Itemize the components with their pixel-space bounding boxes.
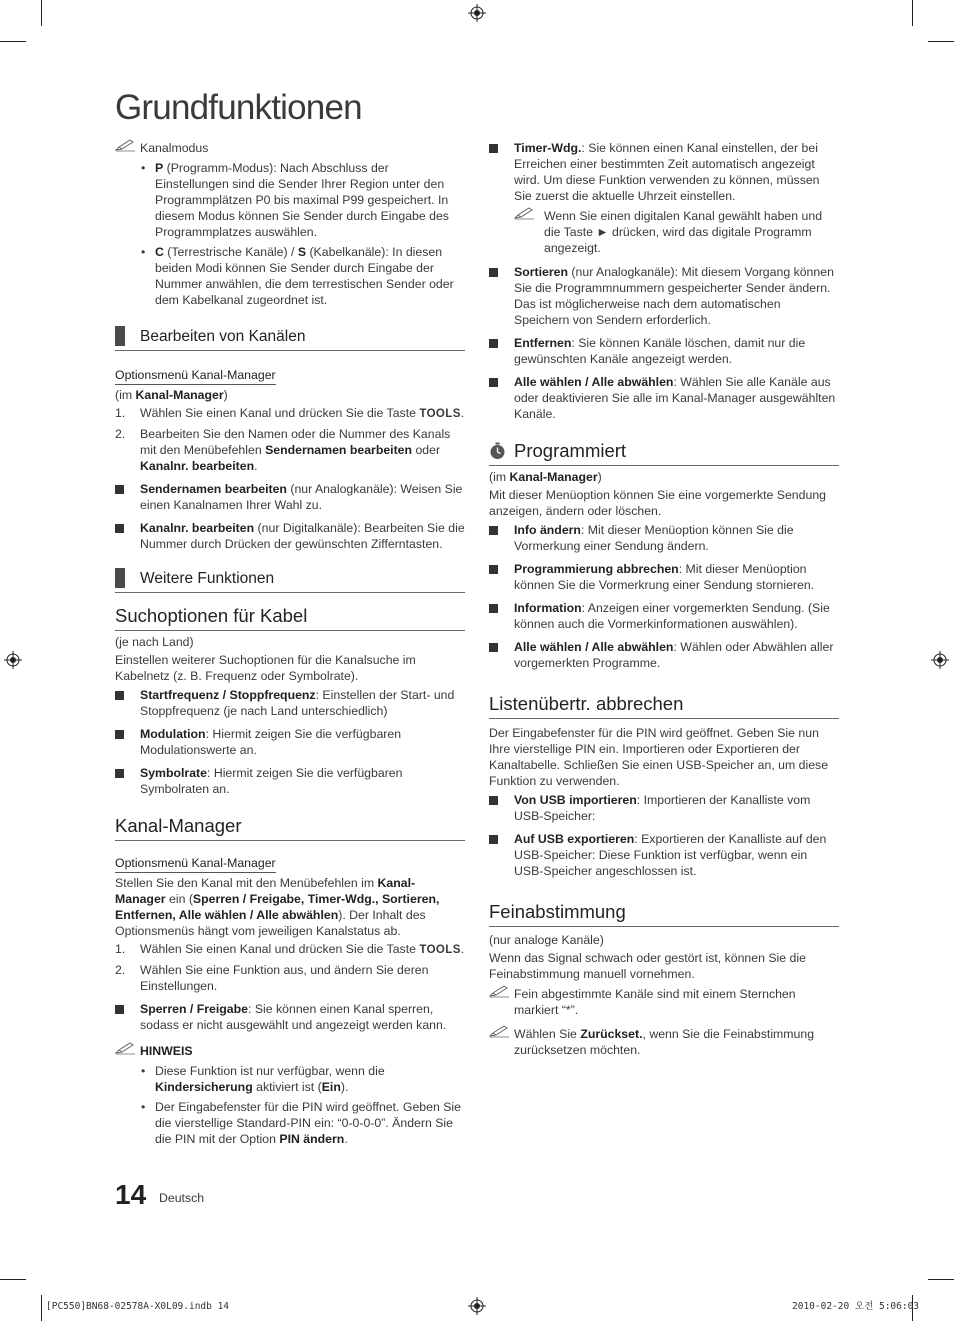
text: aktiviert ist ( <box>252 1080 322 1094</box>
key-term: C <box>155 245 164 259</box>
list-item <box>115 1099 465 1147</box>
clock-icon <box>489 442 506 460</box>
key-term: Sperren / Freigabe, Timer-Wdg., Sortieren, Entfernen, Alle wählen / Alle abwählen <box>115 892 440 922</box>
key-term: Kanal-Manager <box>135 388 224 402</box>
square-bullet <box>489 835 498 844</box>
square-bullet <box>115 1005 124 1014</box>
list-item <box>489 561 839 593</box>
step-item <box>115 941 465 958</box>
text: . <box>254 459 258 473</box>
right-column <box>489 138 839 1058</box>
left-column <box>115 138 465 1147</box>
print-file-info: [PC550]BN68-02578A-X0L09.indb 14 <box>46 1301 230 1312</box>
square-bullet <box>115 769 124 778</box>
subheading-bearbeiten <box>115 324 465 351</box>
item-text: : Anzeigen einer vorgemerkten Sendung. (Sie können auch die Vormerkinformationen auswählen). <box>514 601 830 631</box>
bullet-dot: • <box>141 1064 146 1078</box>
item-text: : Mit dieser Menüoption können Sie die Vormerkrung einer Sendung stornieren. <box>514 562 815 592</box>
note-fein-1 <box>489 986 839 1018</box>
bullet-dot: • <box>141 161 146 175</box>
crop-mark <box>928 1279 954 1280</box>
crop-mark <box>41 1295 42 1321</box>
item-text: : Wählen oder Abwählen aller vorgemerkten Programme. <box>514 640 834 670</box>
key-term: Modulation <box>140 727 206 741</box>
square-bullet <box>115 485 124 494</box>
note-pencil-icon <box>489 984 511 998</box>
step-item <box>115 405 465 422</box>
list-item <box>115 481 465 513</box>
registration-mark-icon <box>931 651 949 669</box>
key-term: Information <box>514 601 582 615</box>
key-term: Info ändern <box>514 523 581 537</box>
key-term: Sendernamen bearbeiten <box>265 443 413 457</box>
text: (im <box>115 388 136 402</box>
list-item <box>115 1001 465 1033</box>
text: (im <box>489 470 510 484</box>
list-item <box>489 522 839 554</box>
text: ). Der Inhalt des Optionsmenüs hängt vom jeweiligen Kanalstatus ab. <box>115 908 426 938</box>
list-item <box>489 264 839 328</box>
item-text: : Hiermit zeigen Sie die verfügbaren Symbolraten an. <box>140 766 403 796</box>
item-text: : Hiermit zeigen Sie die verfügbaren Modulationswerte an. <box>140 727 402 757</box>
square-bullet <box>115 691 124 700</box>
key-term: Von USB importieren <box>514 793 637 807</box>
key-term: Alle wählen / Alle abwählen <box>514 375 674 389</box>
heading-feinabstimmung: Feinabstimmung <box>489 901 839 927</box>
registration-mark-icon <box>4 651 22 669</box>
item-text: : Sie können einen Kanal sperren, sodass er nicht ausgewählt und angezeigt werden kann. <box>140 1002 447 1032</box>
print-date-info: 2010-02-20 오전 5:06:03 <box>792 1301 920 1312</box>
note-text: Kanalmodus <box>140 141 209 155</box>
step-number: 2. <box>115 963 126 977</box>
text: ein ( <box>165 892 193 906</box>
square-bullet <box>489 378 498 387</box>
key-term: Kindersicherung <box>155 1080 253 1094</box>
step-text: Wählen Sie einen Kanal und drücken Sie die Taste <box>140 942 420 956</box>
heading-bar <box>115 568 125 588</box>
text: . <box>460 942 465 956</box>
key-term: Programmierung abbrechen <box>514 562 679 576</box>
crop-mark <box>0 41 26 42</box>
item-text: Der Eingabefenster für die PIN wird geöffnet. Geben Sie die vierstellige Standard-PIN ein: “0-0-0-0”. Ändern Sie die PIN mit der Option <box>155 1100 462 1146</box>
list-item <box>115 1063 465 1095</box>
step-number: 1. <box>115 942 126 956</box>
key-term: Timer-Wdg. <box>514 141 582 155</box>
step-number: 2. <box>115 427 126 441</box>
intro-text: Der Eingabefenster für die PIN wird geöffnet. Geben Sie nun Ihre vierstellige PIN ein. Importieren oder Exportieren der Kanaltabelle. Schließen Sie einen USB-Speicher an, um diese Funktion zu verwenden. <box>489 726 829 788</box>
square-bullet <box>489 565 498 574</box>
item-text: (nur Digitalkanäle): Bearbeiten Sie die Nummer durch Drücken der gewünschten Zifferntasten. <box>140 521 465 551</box>
list-item <box>115 726 465 758</box>
key-term: TOOLS <box>419 408 461 420</box>
heading-kanal-manager: Kanal-Manager <box>115 815 465 841</box>
key-term: Sortieren <box>514 265 568 279</box>
registration-mark-icon <box>468 1297 486 1315</box>
registration-mark-icon <box>468 4 486 22</box>
heading-suchoptionen: Suchoptionen für Kabel <box>115 605 465 631</box>
step-item <box>115 962 465 994</box>
key-term: Startfrequenz / Stoppfrequenz <box>140 688 316 702</box>
key-term: Symbolrate <box>140 766 207 780</box>
note-text: Wenn Sie einen digitalen Kanal gewählt haben und die Taste ► drücken, wird das digitale Programm angezeigt. <box>544 209 823 255</box>
text: ) <box>597 470 602 484</box>
heading-programmiert <box>489 440 839 466</box>
square-bullet <box>489 643 498 652</box>
item-text: : Wählen Sie alle Kanäle aus oder deaktivieren Sie alle im Kanal-Manager ausgewählten Kanäle. <box>514 375 836 421</box>
item-text: : Importieren der Kanalliste vom USB-Speicher: <box>514 793 811 823</box>
text: oder <box>412 443 441 457</box>
heading-bar <box>115 326 125 346</box>
country-note: (je nach Land) <box>115 635 194 649</box>
subheading-text: Bearbeiten von Kanälen <box>140 328 306 345</box>
item-text: (nur Analogkanäle): Mit diesem Vorgang können Sie die Programmnummern gespeicherter Sender ändern. Das ist möglicherweise nach dem automatischen Speichern von Sendern erforderlich. <box>514 265 834 327</box>
key-term: PIN ändern <box>279 1132 345 1146</box>
key-term: Entfernen <box>514 336 572 350</box>
crop-mark <box>41 0 42 26</box>
note-label: HINWEIS <box>140 1044 193 1058</box>
note-text: Fein abgestimmte Kanäle sind mit einem Sternchen markiert “*”. <box>514 987 796 1017</box>
square-bullet <box>489 268 498 277</box>
heading-text: Programmiert <box>514 440 627 461</box>
note-pencil-icon <box>489 1024 511 1038</box>
note-text: Wählen Sie <box>514 1027 581 1041</box>
list-item <box>489 831 839 879</box>
item-text: (nur Analogkanäle): Weisen Sie einen Kanalnamen Ihrer Wahl zu. <box>140 482 463 512</box>
page-title: Grundfunktionen <box>115 88 362 127</box>
key-term: Ein <box>321 1080 341 1094</box>
item-text: : Sie können Kanäle löschen, damit nur die gewünschten Kanäle angezeigt werden. <box>514 336 806 366</box>
item-text: : Sie können einen Kanal einstellen, der bei Erreichen einer bestimmten Zeit automatisch angezeigt wird. Um diese Funktion verwenden zu können, müssen Sie zuerst die aktuelle Uhrzeit einstellen. <box>514 141 820 203</box>
step-number: 1. <box>115 406 126 420</box>
square-bullet <box>489 144 498 153</box>
page-language: Deutsch <box>159 1191 205 1205</box>
item-text: : Einstellen der Start- und Stoppfrequenz (je nach Land unterschiedlich) <box>140 688 455 718</box>
item-text: Diese Funktion ist nur verfügbar, wenn die <box>155 1064 385 1078</box>
crop-mark <box>928 41 954 42</box>
text: Stellen Sie den Kanal mit den Menübefehlen im <box>115 876 378 890</box>
item-text: (Programm-Modus): Nach Abschluss der Einstellungen sind die Sender Ihrer Region unter den Programmplätzen P0 bis maximal P99 gespeichert. In diesem Modus können Sie Sender durch Eingabe des Programmplatzes auswählen. <box>155 161 449 239</box>
key-term: Kanalnr. bearbeiten <box>140 459 255 473</box>
key-term: P <box>155 161 164 175</box>
key-term: S <box>297 245 307 259</box>
heading-listenuebertr: Listenübertr. abbrechen <box>489 693 839 719</box>
list-item <box>115 520 465 552</box>
menu-location <box>115 387 465 403</box>
step-text: Wählen Sie eine Funktion aus, und ändern Sie deren Einstellungen. <box>140 963 429 993</box>
item-text: : Exportieren der Kanalliste auf den USB-Speicher: Diese Funktion ist verfügbar, wenn ein USB-Speicher angeschlossen ist. <box>514 832 827 878</box>
text: . <box>344 1132 348 1146</box>
subheading-weitere <box>115 566 465 593</box>
note-fein-2 <box>489 1026 839 1058</box>
crop-mark <box>912 0 913 26</box>
bullet-dot: • <box>141 1100 146 1114</box>
page-number: 14 <box>115 1179 147 1210</box>
option-menu-label: Optionsmenü Kanal-Manager <box>115 855 276 873</box>
item-text: (Terrestrische Kanäle) / <box>163 245 298 259</box>
item-text: (Kabelkanäle): In diesen beiden Modi können Sie Sender durch Eingabe der Nummer anwählen, die dem terrestischen Sender oder dem Kabelkanal zugeordnet ist. <box>155 245 454 307</box>
square-bullet <box>489 604 498 613</box>
list-item <box>489 335 839 367</box>
list-item <box>115 244 465 308</box>
square-bullet <box>489 339 498 348</box>
option-menu-label: Optionsmenü Kanal-Manager <box>115 367 276 385</box>
text: ). <box>340 1080 349 1094</box>
note-pencil-icon <box>514 206 536 220</box>
key-term: Sendernamen bearbeiten <box>140 482 287 496</box>
note-kanalmodus <box>115 140 465 156</box>
intro-text <box>115 875 465 939</box>
note-pencil-icon <box>115 138 137 152</box>
key-term: TOOLS <box>419 944 461 956</box>
intro-text: Einstellen weiterer Suchoptionen für die Kanalsuche im Kabelnetz (z. B. Frequenz oder Symbolrate). <box>115 653 416 683</box>
note-text: , wenn Sie die Feinabstimmung zurücksetzen möchten. <box>514 1027 815 1057</box>
key-term: Alle wählen / Alle abwählen <box>514 640 674 654</box>
intro-text: Wenn das Signal schwach oder gestört ist, können Sie die Feinabstimmung manuell vornehmen. <box>489 951 806 981</box>
item-text: : Mit dieser Menüoption können Sie die Vormerkung einer Sendung ändern. <box>514 523 794 553</box>
subheading-text: Weitere Funktionen <box>140 570 275 587</box>
key-term: Kanalnr. bearbeiten <box>140 521 255 535</box>
step-item <box>115 426 465 474</box>
square-bullet <box>115 524 124 533</box>
list-item <box>489 792 839 824</box>
note-pencil-icon <box>115 1041 137 1055</box>
menu-location <box>489 469 839 485</box>
square-bullet <box>115 730 124 739</box>
crop-mark <box>0 1279 26 1280</box>
key-term: Zurückset. <box>580 1027 643 1041</box>
step-text: Wählen Sie einen Kanal und drücken Sie die Taste <box>140 406 420 420</box>
key-term: Sperren / Freigabe <box>140 1002 248 1016</box>
square-bullet <box>489 796 498 805</box>
note-hinweis <box>115 1043 465 1059</box>
square-bullet <box>489 526 498 535</box>
text: . <box>460 406 465 420</box>
list-item <box>115 160 465 240</box>
list-item <box>489 374 839 422</box>
key-term: Kanal-Manager <box>509 470 598 484</box>
note-timer <box>514 208 839 256</box>
list-item <box>115 765 465 797</box>
key-term: Kanal-Manager <box>115 876 416 906</box>
bullet-dot: • <box>141 245 146 259</box>
analog-note: (nur analoge Kanäle) <box>489 933 604 947</box>
key-term: Auf USB exportieren <box>514 832 635 846</box>
list-item <box>489 600 839 632</box>
intro-text: Mit dieser Menüoption können Sie eine vorgemerkte Sendung anzeigen, ändern oder löschen. <box>489 488 827 518</box>
list-item <box>489 639 839 671</box>
list-item <box>115 687 465 719</box>
text: ) <box>223 388 228 402</box>
list-item <box>489 140 839 204</box>
step-text: Bearbeiten Sie den Namen oder die Nummer des Kanals mit den Menübefehlen <box>140 427 451 457</box>
